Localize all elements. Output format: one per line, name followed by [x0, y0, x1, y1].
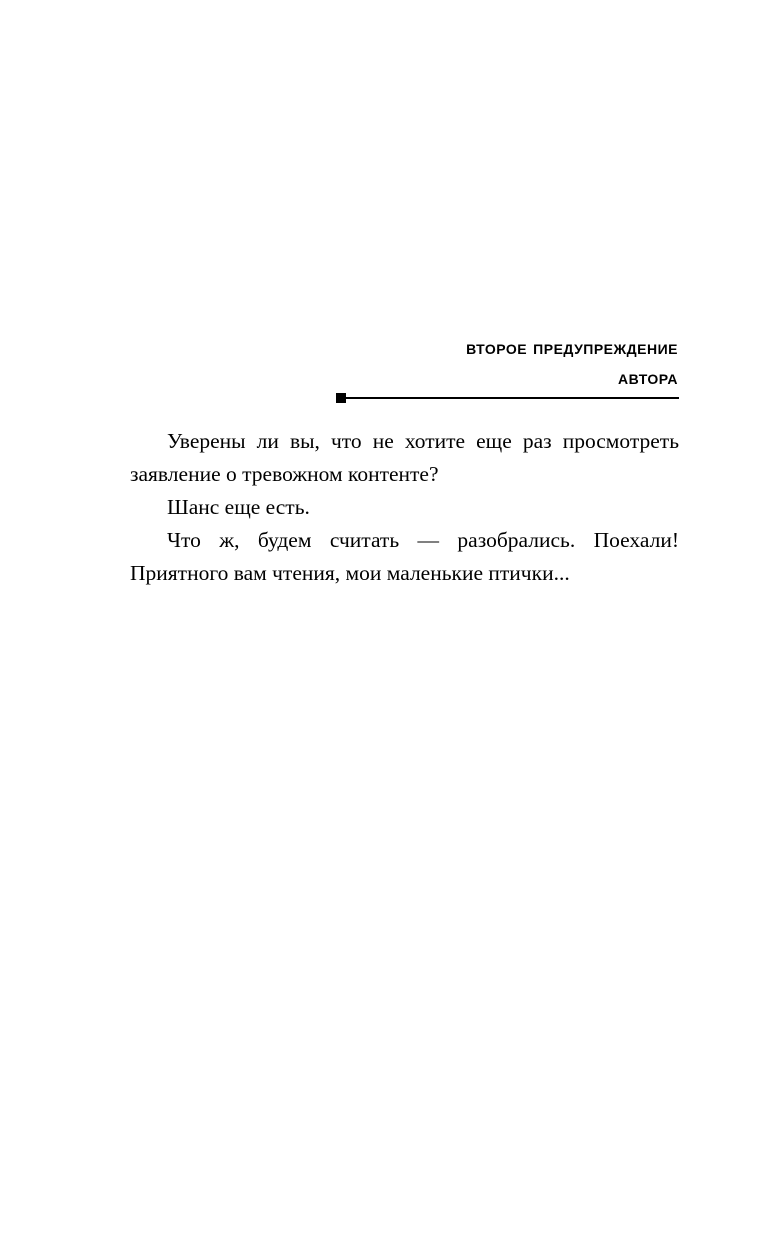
paragraph: Уверены ли вы, что не хотите еще раз просмотреть заявление о тревожном контенте?: [130, 429, 679, 486]
divider-square-ornament: [336, 393, 346, 403]
heading-divider: [336, 393, 679, 403]
chapter-heading: [466, 333, 678, 393]
paragraph: Что ж, будем считать — разобрались. Поехали! Приятного вам чтения, мои маленькие птички...: [130, 528, 679, 585]
body-text: [130, 425, 679, 590]
chapter-heading-line-1: второе предупреждение: [466, 337, 678, 359]
paragraph: Шанс еще есть.: [167, 495, 310, 519]
chapter-heading-line-2: автора: [618, 367, 678, 389]
divider-line: [346, 397, 679, 399]
